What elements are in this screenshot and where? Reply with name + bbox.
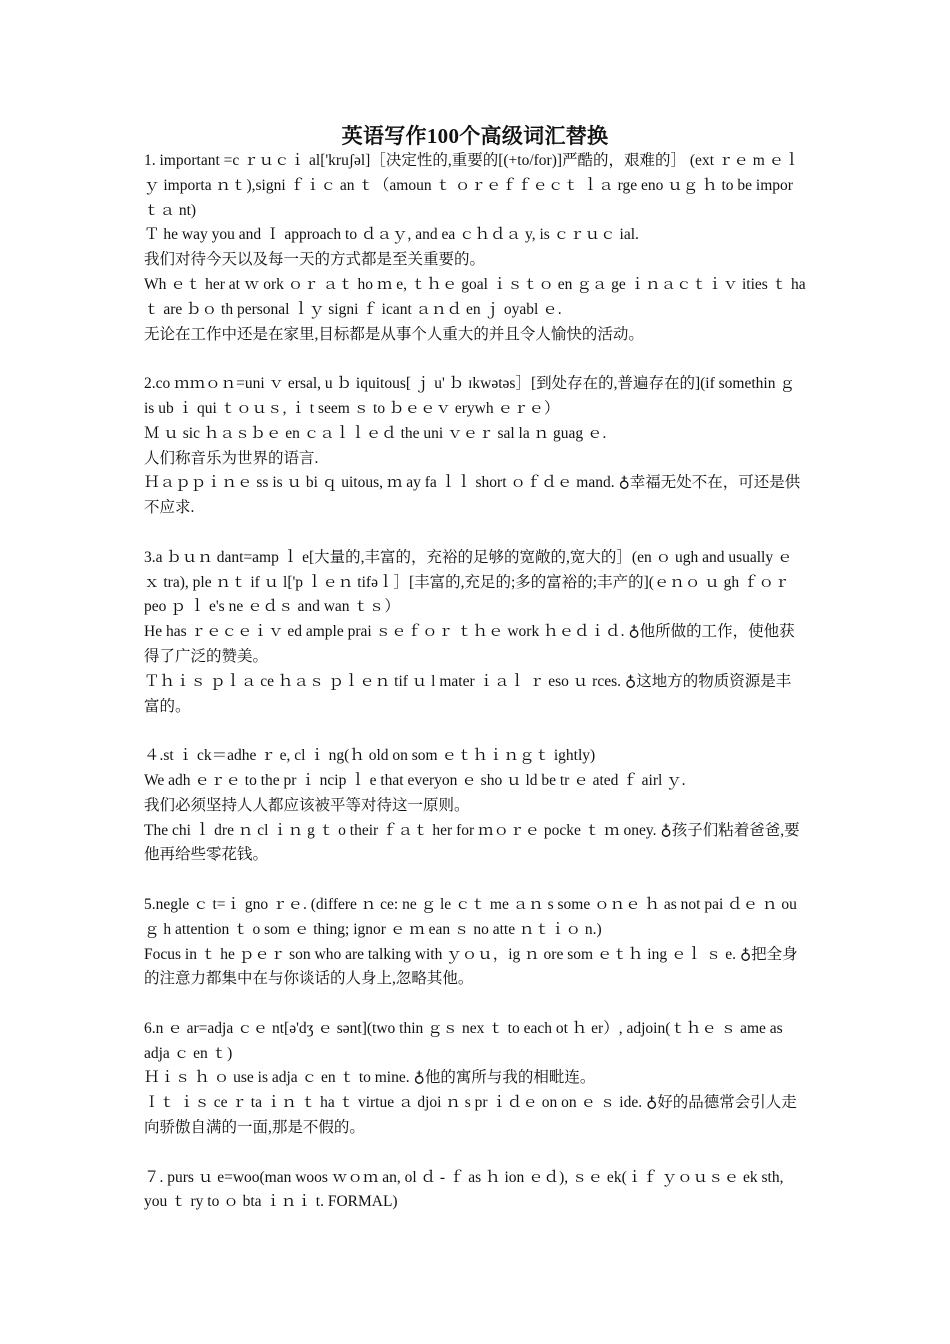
example-sentence: Ｉｔ ｉｓ ce ｒ ta ｉｎ ｔ ha ｔ virtue ａ djoi ｎ s pr ｉｄｅ on on ｅ ｓ ide. ♁好的品德常会引人走向骄傲自满的一面,那是不假的。 — [144, 1094, 797, 1137]
entry-heading: 1. important =c ｒｕｃｉ al['kruʃəl]［决定性的,重要的[(+to/for)]严酷的，艰难的］ (ext ｒｅ m ｅｌｙ importa ｎｔ),signi ｆｉｃ an ｔ（amoun ｔ ｏｒｅｆｆｅｃｔ ｌａ rge eno ｕｇ ｈ to be impor ｔａ nt) — [144, 152, 800, 219]
example-translation: 我们必须坚持人人都应该被平等对待这一原则。 — [144, 796, 470, 814]
paragraph-spacer — [144, 1141, 806, 1166]
entry-stick — [144, 744, 806, 868]
example-sentence: The chi ｌ dre ｎ cl ｉｎ g ｔ o their ｆａｔ her for ｍｏｒｅ pocke ｔ ｍ oney. ♁孩子们粘着爸爸,要他再给些零花钱。 — [144, 821, 800, 864]
document-title: 英语写作100个高级词汇替换 — [341, 124, 609, 148]
entry-neglect — [144, 893, 806, 992]
document-body — [144, 149, 806, 1215]
example-sentence: Ｈａｐｐｉｎｅ ss is ｕ bi ｑ uitous, ｍ ay fa ｌｌ short ｏｆｄｅ mand. ♁幸福无处不在，可还是供不应求. — [144, 474, 801, 517]
entry-heading: ７. purs ｕ e=woo(man woos ｗｏｍ an, ol ｄ - ｆ as ｈ ion ｅｄ), ｓｅ ek(ｉｆ ｙｏｕｓｅ ek sth, you ｔ ry to ｏ bta ｉｎｉ t. FORMAL) — [144, 1168, 784, 1211]
paragraph-spacer — [144, 719, 806, 744]
entry-heading: 2.co ｍｍｏｎ=uni ｖ ersal, u ｂ iquitous[ ｊ u' ｂ ɪkwətəs］[到处存在的,普遍存在的](if somethin ｇ is ub ｉ qui ｔｏｕｓ, ｉ t seem ｓ to ｂｅｅｖ erywh ｅｒｅ） — [144, 375, 795, 417]
entry-near — [144, 1017, 806, 1141]
entry-heading: 3.a ｂｕｎ dant=amp ｌ e[大量的,丰富的，充裕的足够的宽敞的,宽大的］(en ｏ ugh and usually ｅｘ tra), ple ｎｔ if ｕ l['p ｌｅｎ tifəｌ］[丰富的,充足的;多的富裕的;丰产的](ｅｎｏ ｕ gh ｆｏｒ peo ｐ ｌ e's ne ｅｄｓ and wan ｔｓ） — [144, 548, 793, 616]
entry-pursue — [144, 1166, 806, 1216]
entry-heading: 6.n ｅ ar=adja ｃｅ nt[ə'dʒ ｅ sənt](two thin ｇｓ nex ｔ to each ot ｈ er）, adjoin(ｔｈｅ ｓ ame as adja ｃ en ｔ) — [144, 1019, 783, 1062]
entry-important — [144, 149, 806, 347]
example-sentence: He has ｒｅｃｅｉｖ ed ample prai ｓｅｆｏｒ ｔｈｅ work ｈｅｄｉｄ. ♁他所做的工作，使他获得了广泛的赞美。 — [144, 623, 795, 665]
example-sentence: Wh ｅｔ her at ｗ ork ｏｒ ａｔ ho ｍ e, ｔｈｅ goal ｉｓｔｏ en ｇａ ge ｉｎａｃｔｉｖ ities ｔ ha ｔ are ｂｏ th personal ｌｙ signi ｆ icant ａｎｄ en ｊ oyabl ｅ. — [144, 275, 806, 318]
entry-abundant — [144, 546, 806, 720]
example-translation: 无论在工作中还是在家里,目标都是从事个人重大的并且令人愉快的活动。 — [144, 325, 644, 343]
example-sentence: Focus in ｔ he ｐｅｒ son who are talking with ｙｏｕ，ig ｎ ore som ｅｔｈ ing ｅｌ ｓ e. ♁把全身的注意力都集中在与你谈话的人身上,忽略其他。 — [144, 945, 798, 988]
example-sentence: Ｈｉｓ ｈ ｏ use is adja ｃ en ｔ to mine. ♁他的寓所与我的相毗连。 — [144, 1069, 596, 1087]
paragraph-spacer — [144, 347, 806, 372]
paragraph-spacer — [144, 992, 806, 1017]
example-sentence: Ｍ ｕ sic ｈａｓｂｅ en ｃａｌｌｅｄ the uni ｖｅｒ sal la ｎ guag ｅ. — [144, 424, 607, 442]
entry-heading: 5.negle ｃ t=ｉ gno ｒｅ. (differe ｎ ce: ne ｇ le ｃｔ me ａｎ s some ｏｎｅ ｈ as not pai ｄｅ ｎ ou ｇ h attention ｔ o som ｅ thing; ignor ｅ ｍ ean ｓ no atte ｎｔｉｏ n.) — [144, 895, 797, 938]
example-sentence: Ｔｈｉｓ ｐｌａ ce ｈａｓ ｐｌｅｎ tif ｕ l mater ｉａｌ ｒ eso ｕ rces. ♁这地方的物质资源是丰富的。 — [144, 672, 792, 715]
example-sentence: Ｔ he way you and Ｉ approach to ｄａｙ, and ea ｃｈｄａ y, is ｃｒｕｃ ial. — [144, 226, 639, 244]
entry-common — [144, 372, 806, 521]
example-sentence: We adh ｅｒｅ to the pr ｉ ncip ｌ e that everyon ｅ sho ｕ ld be tr ｅ ated ｆ airl ｙ. — [144, 771, 686, 789]
entry-heading: ４.st ｉ ck＝adhe ｒ e, cl ｉ ng(ｈ old on som ｅｔｈｉｎｇｔ ightly) — [144, 747, 596, 765]
example-translation: 人们称音乐为世界的语言. — [144, 449, 319, 467]
example-translation: 我们对待今天以及每一天的方式都是至关重要的。 — [144, 251, 486, 269]
paragraph-spacer — [144, 868, 806, 893]
paragraph-spacer — [144, 521, 806, 546]
